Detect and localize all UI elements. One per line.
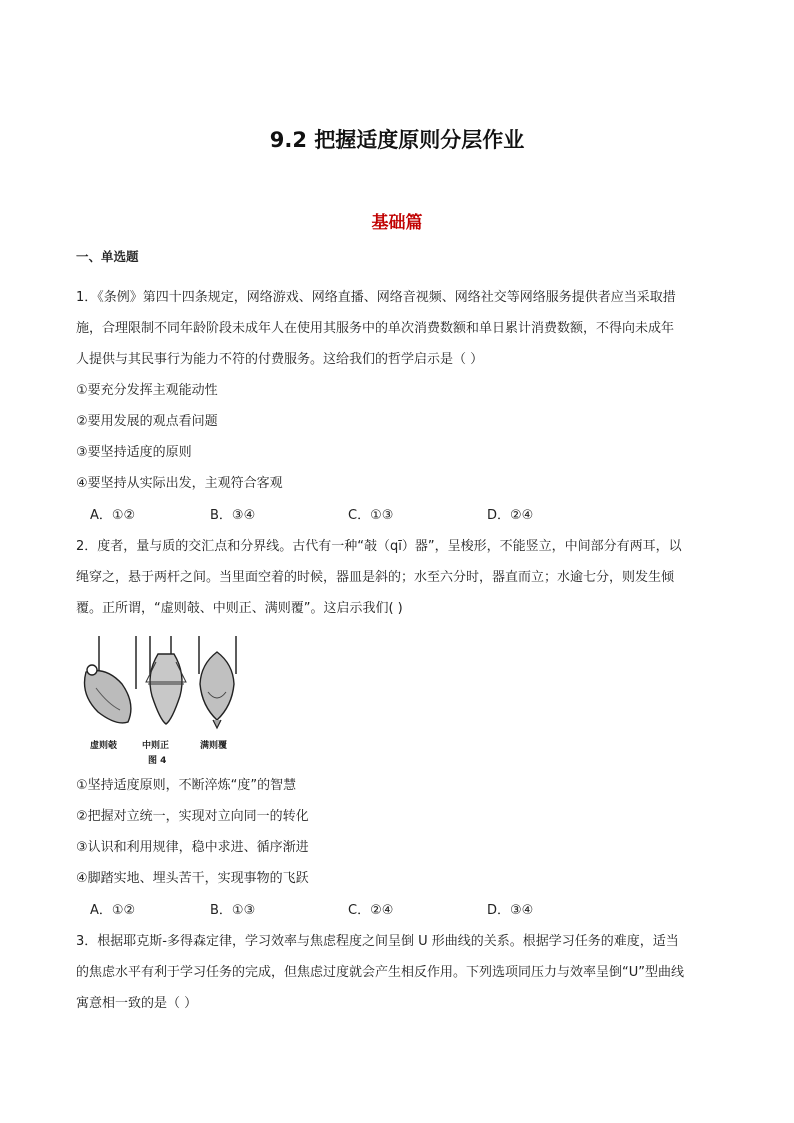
figure-caption: 图 4 xyxy=(148,756,167,766)
statement-item: ③要坚持适度的原则 xyxy=(76,445,192,460)
option-b[interactable]: B．①③ xyxy=(210,903,256,918)
option-c[interactable]: C．①③ xyxy=(348,508,394,523)
option-b[interactable]: B．③④ xyxy=(210,508,256,523)
question-text-line: 2．度者，量与质的交汇点和分界线。古代有一种“攲（qī）器”，呈梭形，不能竖立，中间部分有两耳，以 xyxy=(76,539,682,554)
option-d[interactable]: D．③④ xyxy=(487,903,534,918)
statement-item: ②要用发展的观点看问题 xyxy=(76,414,218,429)
qi-vessel-figure xyxy=(76,634,246,770)
overturned-vessel xyxy=(200,652,234,728)
question-text-line: 1．《条例》第四十四条规定，网络游戏、网络直播、网络音视频、网络社交等网络服务提供者应当采取措 xyxy=(76,290,676,305)
question-text-line: 人提供与其民事行为能力不符的付费服务。这给我们的哲学启示是（ ） xyxy=(76,352,484,367)
statement-item: ①坚持适度原则，不断淬炼“度”的智慧 xyxy=(76,778,297,793)
page-title: 9.2 把握适度原则分层作业 xyxy=(269,128,525,152)
figure-label: 满则覆 xyxy=(200,741,228,751)
question-text-line: 施，合理限制不同年龄阶段未成年人在使用其服务中的单次消费数额和单日累计消费数额，不得向未成年 xyxy=(76,321,675,336)
section-heading: 一、单选题 xyxy=(76,249,139,264)
statement-item: ①要充分发挥主观能动性 xyxy=(76,383,218,398)
option-c[interactable]: C．②④ xyxy=(348,903,394,918)
question-text-line: 寓意相一致的是（ ） xyxy=(76,996,198,1011)
figure-label: 中则正 xyxy=(142,741,170,751)
question-text-line: 的焦虑水平有利于学习任务的完成，但焦虑过度就会产生相反作用。下列选项同压力与效率呈倒“U”型曲线 xyxy=(76,965,684,980)
statement-item: ④要坚持从实际出发，主观符合客观 xyxy=(76,476,283,491)
upright-vessel xyxy=(146,654,186,724)
option-a[interactable]: A．①② xyxy=(90,903,136,918)
section-title: 基础篇 xyxy=(371,213,423,233)
figure-label: 虚则攲 xyxy=(90,741,118,751)
tilted-vessel xyxy=(85,665,131,723)
statement-item: ②把握对立统一，实现对立向同一的转化 xyxy=(76,809,309,824)
option-d[interactable]: D．②④ xyxy=(487,508,534,523)
statement-item: ③认识和利用规律，稳中求进、循序渐进 xyxy=(76,840,309,855)
question-text-line: 3．根据耶克斯-多得森定律，学习效率与焦虑程度之间呈倒 U 形曲线的关系。根据学习任务的难度，适当 xyxy=(76,934,679,949)
question-text-line: 绳穿之，悬于两杆之间。当里面空着的时候，器皿是斜的；水至六分时，器直而立；水逾七分，则发生倾 xyxy=(76,570,675,585)
option-a[interactable]: A．①② xyxy=(90,508,136,523)
statement-item: ④脚踏实地、埋头苦干，实现事物的飞跃 xyxy=(76,871,309,886)
question-text-line: 覆。正所谓，“虚则攲、中则正、满则覆”。这启示我们( ) xyxy=(76,601,403,616)
qi-vessel-drawing xyxy=(76,634,246,739)
